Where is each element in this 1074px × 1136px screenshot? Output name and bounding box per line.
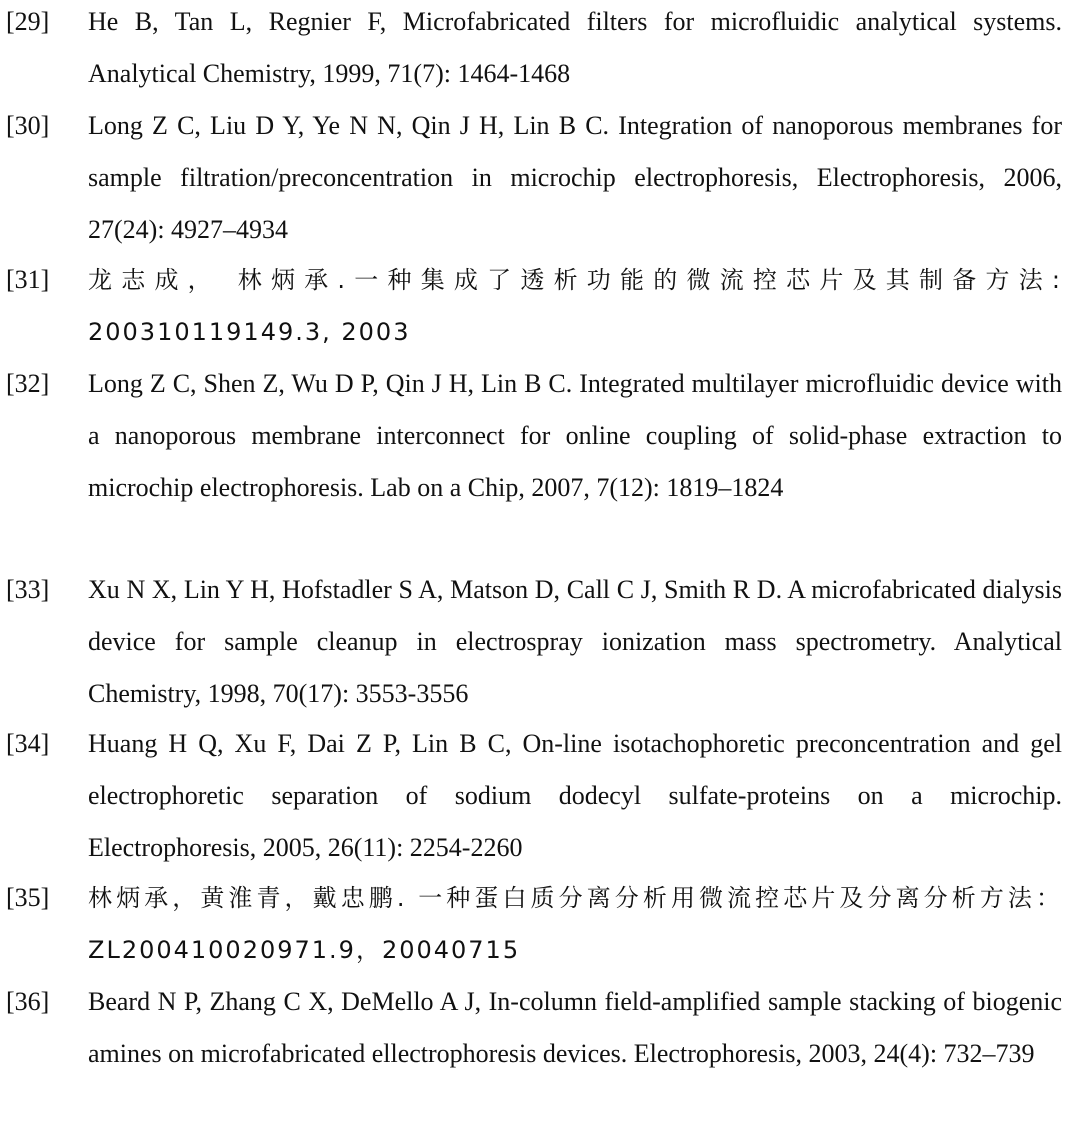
reference-text: Long Z C, Liu D Y, Ye N N, Qin J H, Lin B C. Integration of nanoporous membranes for sample filtration/preconcentration in microchip electrophoresis, Electrophoresis, 2006, 27(24): 4927–4934 [88,111,1062,244]
reference-number: [29] [6,7,50,36]
reference-text: Xu N X, Lin Y H, Hofstadler S A, Matson D, Call C J, Smith R D. A microfabricated dialysis device for sample cleanup in electrospray ionization mass spectrometry. Analytical Chemistry, 1998, 70(17): 3553-3556 [88,575,1062,708]
reference-number: [31] [6,265,50,294]
reference-text: Long Z C, Shen Z, Wu D P, Qin J H, Lin B C. Integrated multilayer microfluidic device with a nanoporous membrane interconnect for online coupling of solid-phase extraction to microchip electrophoresis. Lab on a Chip, 2007, 7(12): 1819–1824 [88,369,1062,502]
reference-text: 龙志成， 林炳承.一种集成了透析功能的微流控芯片及其制备方法: 200310119149.3, 2003 [88,266,1062,346]
reference-number: [33] [6,575,50,604]
reference-number: [32] [6,369,50,398]
reference-number: [30] [6,111,50,140]
reference-text: Huang H Q, Xu F, Dai Z P, Lin B C, On-line isotachophoretic preconcentration and gel electrophoretic separation of sodium dodecyl sulfate-proteins on a microchip. Electrophoresis, 2005, 26(11): 2254-2260 [88,729,1062,862]
reference-text: 林炳承，黄淮青，戴忠鹏. 一种蛋白质分离分析用微流控芯片及分离分析方法：ZL200410020971.9，20040715 [88,884,1062,964]
reference-text: He B, Tan L, Regnier F, Microfabricated filters for microfluidic analytical systems. Analytical Chemistry, 1999, 71(7): 1464-1468 [88,7,1062,88]
reference-number: [35] [6,883,50,912]
reference-number: [36] [6,987,50,1016]
reference-text: Beard N P, Zhang C X, DeMello A J, In-column field-amplified sample stacking of biogenic amines on microfabricated ellectrophoresis devices. Electrophoresis, 2003, 24(4): 732–739 [88,987,1062,1068]
reference-number: [34] [6,729,50,758]
